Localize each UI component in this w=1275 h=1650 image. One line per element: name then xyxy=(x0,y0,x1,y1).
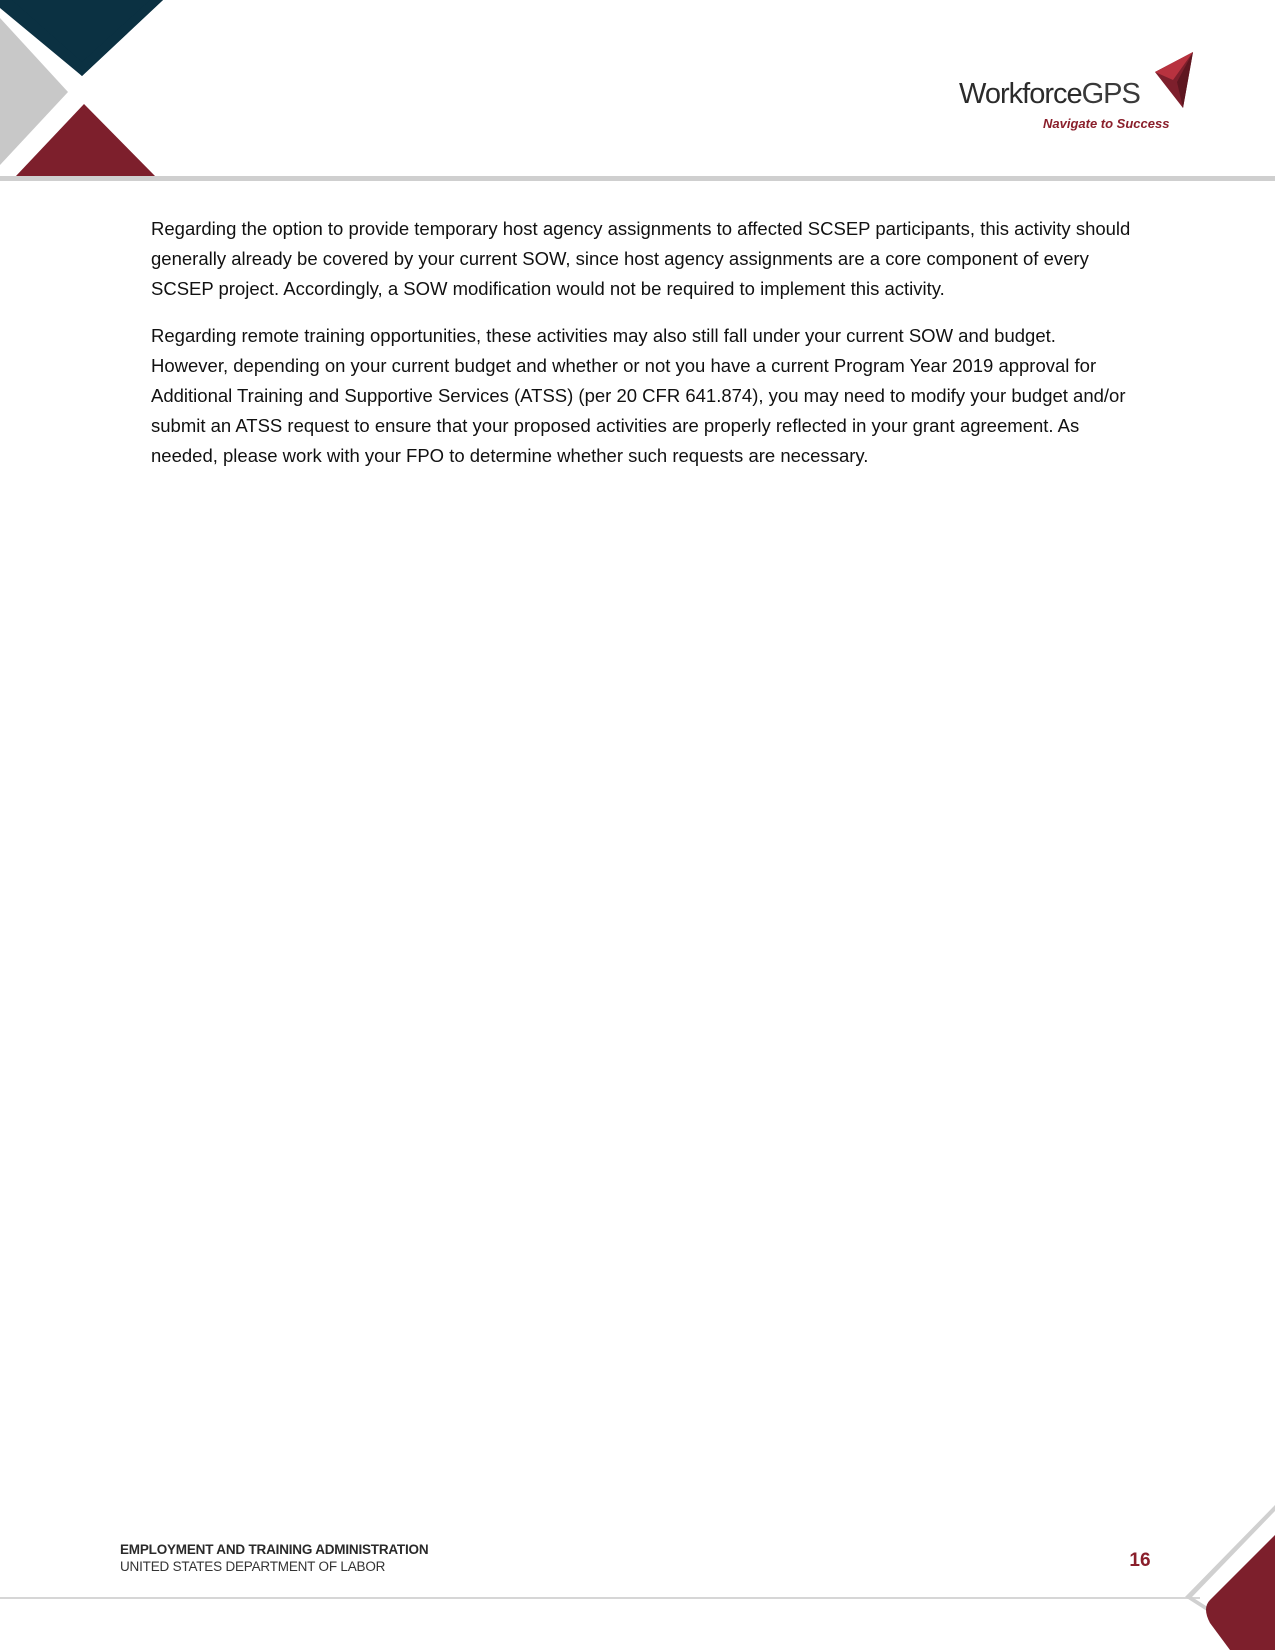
page-number: 16 xyxy=(1129,1550,1151,1571)
header-corner-decoration xyxy=(0,0,170,180)
logo-arrow-icon xyxy=(1155,50,1195,112)
footer-org-line1: EMPLOYMENT AND TRAINING ADMINISTRATION xyxy=(120,1542,429,1557)
header-divider xyxy=(0,176,1275,181)
logo-word-light: GPS xyxy=(1081,78,1140,110)
logo-tagline: Navigate to Success xyxy=(1043,116,1170,131)
logo-wordmark xyxy=(959,78,1140,110)
document-body xyxy=(151,214,1131,488)
logo-word-dark: Workforce xyxy=(959,78,1082,110)
footer-organization xyxy=(120,1541,540,1575)
footer-divider xyxy=(0,1597,1200,1599)
footer-corner-decoration xyxy=(1180,1505,1275,1650)
paragraph: Regarding the option to provide temporary host agency assignments to affected SCSEP participants, this activity should generally already be covered by your current SOW, since host agency assignments are a core component of every SCSEP project. Accordingly, a SOW modification would not be required to implement this activity. xyxy=(151,218,1131,299)
workforcegps-logo xyxy=(955,50,1195,140)
footer-org-line2: UNITED STATES DEPARTMENT OF LABOR xyxy=(120,1559,386,1574)
paragraph: Regarding remote training opportunities, these activities may also still fall under your current SOW and budget. However, depending on your current budget and whether or not you have a current Program Year 2019 approval for Additional Training and Supportive Services (ATSS) (per 20 CFR 641.874), you may need to modify your budget and/or submit an ATSS request to ensure that your proposed activities are properly reflected in your grant agreement. As needed, please work with your FPO to determine whether such requests are necessary. xyxy=(151,325,1126,466)
